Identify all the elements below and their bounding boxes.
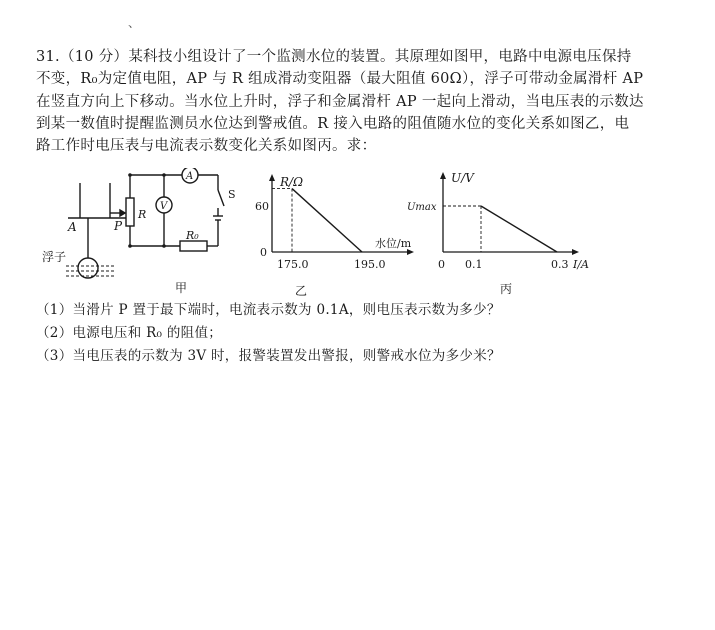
problem-line-4: 到某一数值时提醒监测员水位达到警戒值。R 接入电路的阻值随水位的变化关系如图乙，电 [36, 115, 630, 132]
bing-tick-01: 0.1 [465, 258, 483, 271]
yi-tick-60: 60 [255, 200, 269, 213]
yi-series-line [292, 189, 362, 252]
label-v: V [160, 201, 168, 212]
caption-yi: 乙 [295, 284, 308, 298]
question-2: （2）电源电压和 R₀ 的阻值； [36, 325, 223, 341]
yi-origin: 0 [260, 246, 267, 259]
problem-line-5: 路工作时电压表与电流表示数变化关系如图丙。求： [36, 138, 377, 155]
problem-score: （10 分） [59, 49, 129, 65]
problem-text-1: 某科技小组设计了一个监测水位的装置。其原理如图甲，电路中电源电压保持 [128, 49, 632, 65]
circuit-diagram [40, 168, 250, 283]
slider-arrow-head [120, 210, 125, 216]
resistor-r [126, 198, 134, 226]
problem-number: 31. [36, 49, 60, 65]
label-r: R [138, 208, 147, 221]
label-s: S [228, 188, 236, 201]
chart-bing [405, 168, 595, 276]
problem-line-2: 不变，R₀为定值电阻，AP 与 R 组成滑动变阻器（最大阻值 60Ω），浮子可带动金属滑杆 AP [36, 71, 644, 88]
bing-x-arrow [572, 249, 579, 255]
label-a: A [68, 220, 77, 234]
label-float: 浮子 [42, 250, 67, 264]
yi-tick-175: 175.0 [277, 258, 309, 271]
yi-y-arrow [269, 174, 275, 181]
problem-line-1 [36, 46, 676, 68]
bing-series-line [481, 206, 557, 252]
label-ammeter: A [186, 171, 194, 182]
bing-tick-03: 0.3 [551, 258, 569, 271]
question-1: （1）当滑片 P 置于最下端时，电流表示数为 0.1A，则电压表示数为多少？ [36, 302, 501, 318]
problem-line-3: 在竖直方向上下移动。当水位上升时，浮子和金属滑杆 AP 一起向上滑动，当电压表的示数达 [36, 93, 644, 110]
float [78, 258, 98, 278]
yi-xlabel: 水位/m [375, 237, 412, 250]
question-3: （3）当电压表的示数为 3V 时，报警装置发出警报，则警戒水位为多少米？ [36, 348, 501, 364]
stray-mark: 、 [128, 16, 141, 30]
bing-origin: 0 [438, 258, 445, 271]
caption-jia: 甲 [175, 281, 188, 295]
bing-ylabel: U/V [451, 171, 474, 185]
resistor-r0 [180, 241, 207, 251]
bing-tick-umax: Umax [407, 202, 437, 213]
label-p: P [114, 219, 123, 233]
switch-s [218, 190, 224, 206]
problem-statement [36, 46, 676, 157]
chart-yi [250, 170, 420, 278]
yi-tick-195: 195.0 [354, 258, 386, 271]
label-r0: R₀ [186, 229, 199, 242]
yi-ylabel: R/Ω [280, 175, 304, 189]
bing-y-arrow [440, 172, 446, 179]
caption-bing: 丙 [500, 282, 513, 296]
bing-xlabel: I/A [573, 258, 589, 271]
